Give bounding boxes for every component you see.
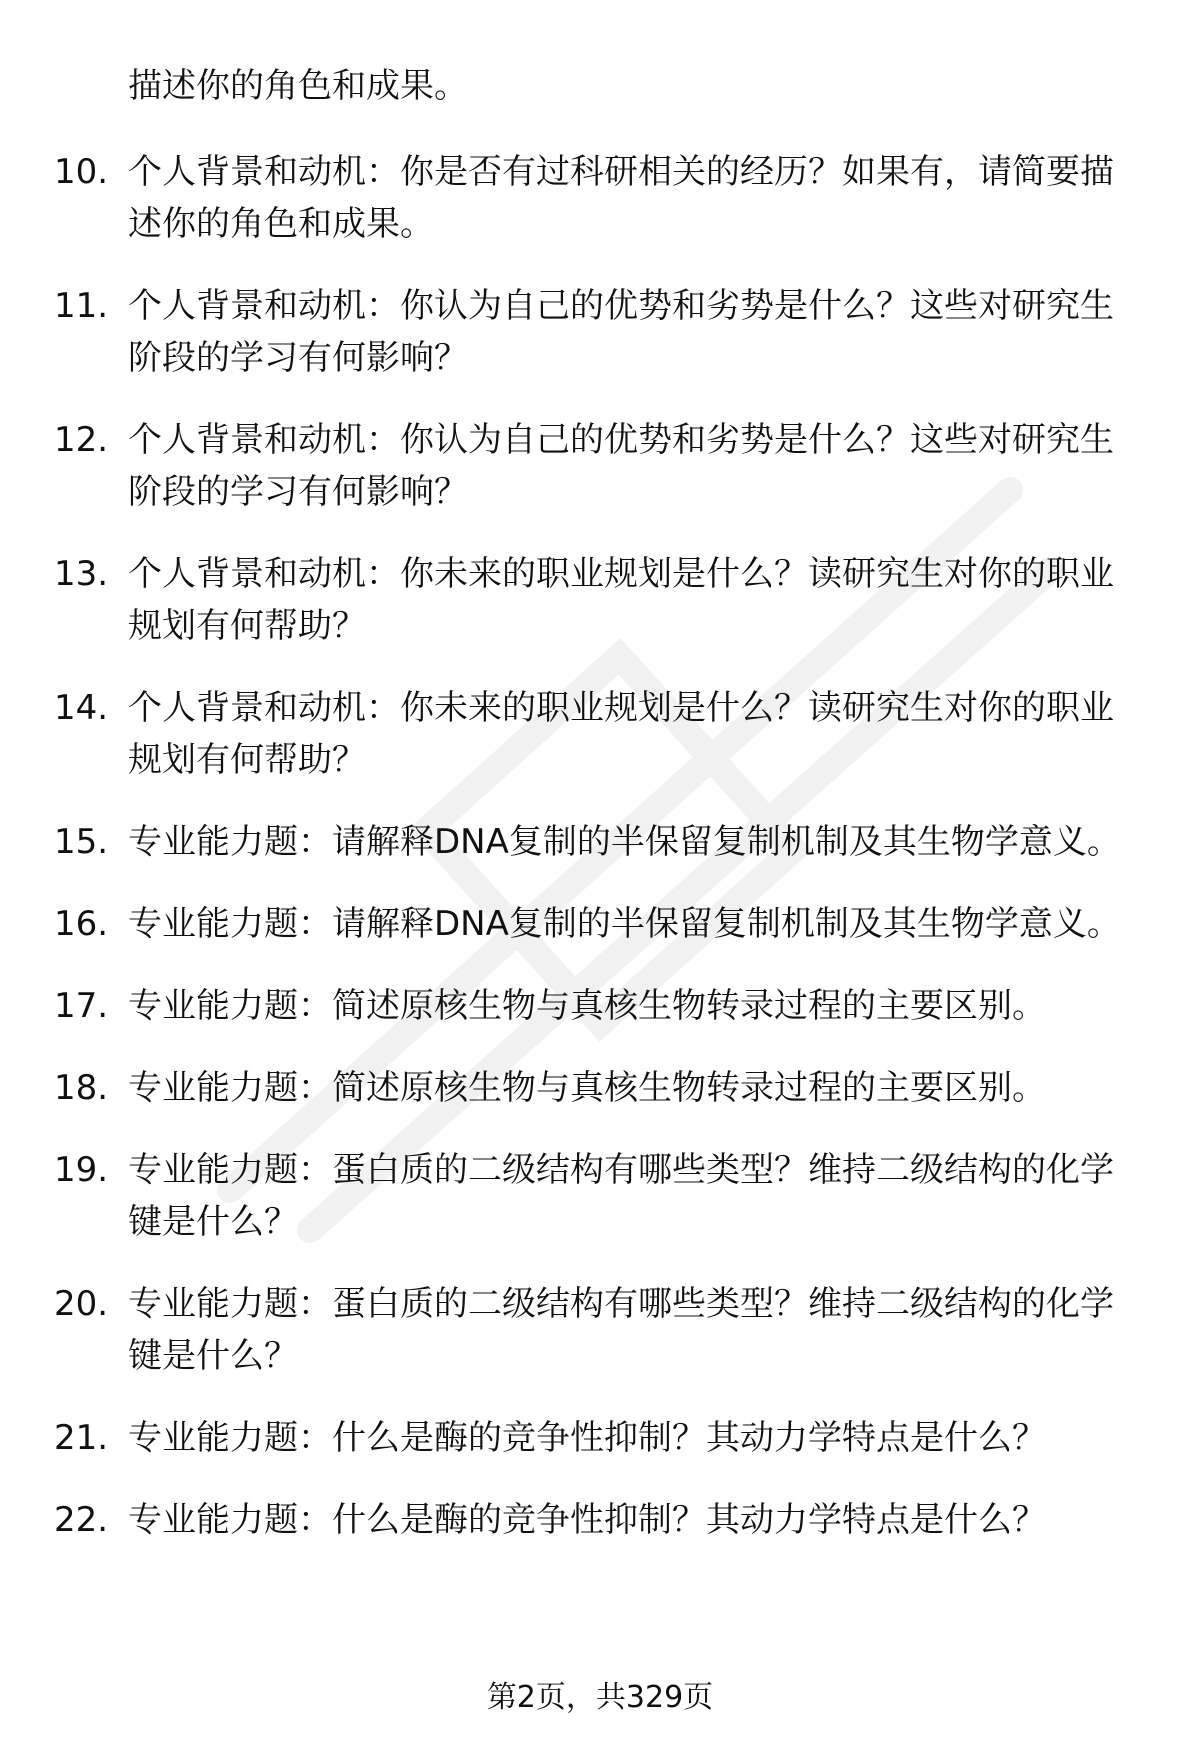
question-text: 个人背景和动机：你认为自己的优势和劣势是什么？这些对研究生阶段的学习有何影响？ [128, 420, 1114, 512]
question-list [0, 146, 1200, 1576]
question-text: 专业能力题：简述原核生物与真核生物转录过程的主要区别。 [128, 986, 1046, 1026]
question-text: 个人背景和动机：你是否有过科研相关的经历？如果有，请简要描述你的角色和成果。 [128, 152, 1114, 244]
question-item [0, 898, 1200, 950]
question-number: 21. [54, 1418, 109, 1458]
question-number: 19. [54, 1150, 109, 1190]
question-number: 15. [54, 822, 109, 862]
question-text: 专业能力题：请解释DNA复制的半保留复制机制及其生物学意义。 [128, 822, 1121, 862]
question-item [0, 548, 1200, 652]
question-number: 14. [54, 688, 109, 728]
question-item [0, 1494, 1200, 1546]
question-number: 16. [54, 904, 109, 944]
question-item [0, 682, 1200, 786]
question-item [0, 1144, 1200, 1248]
question-number: 18. [54, 1068, 109, 1108]
question-number: 13. [54, 554, 109, 594]
question-item [0, 280, 1200, 384]
question-number: 22. [54, 1500, 109, 1540]
question-text: 专业能力题：蛋白质的二级结构有哪些类型？维持二级结构的化学键是什么？ [128, 1284, 1114, 1376]
question-item [0, 414, 1200, 518]
question-text: 专业能力题：简述原核生物与真核生物转录过程的主要区别。 [128, 1068, 1046, 1108]
question-item [0, 1278, 1200, 1382]
question-item [0, 146, 1200, 250]
question-item [0, 816, 1200, 868]
question-text: 专业能力题：蛋白质的二级结构有哪些类型？维持二级结构的化学键是什么？ [128, 1150, 1114, 1242]
question-text: 专业能力题：什么是酶的竞争性抑制？其动力学特点是什么？ [128, 1500, 1046, 1540]
question-number: 10. [54, 152, 109, 192]
question-item [0, 1412, 1200, 1464]
question-number: 11. [54, 286, 109, 326]
page-footer: 第2页，共329页 [486, 1680, 714, 1715]
question-number: 12. [54, 420, 109, 460]
question-text: 个人背景和动机：你认为自己的优势和劣势是什么？这些对研究生阶段的学习有何影响？ [128, 286, 1114, 378]
question-item [0, 980, 1200, 1032]
question-text: 个人背景和动机：你未来的职业规划是什么？读研究生对你的职业规划有何帮助？ [128, 688, 1114, 780]
question-number: 20. [54, 1284, 109, 1324]
question-text: 个人背景和动机：你未来的职业规划是什么？读研究生对你的职业规划有何帮助？ [128, 554, 1114, 646]
continuation-text: 描述你的角色和成果。 [128, 66, 468, 106]
question-item [0, 1062, 1200, 1114]
question-text: 专业能力题：什么是酶的竞争性抑制？其动力学特点是什么？ [128, 1418, 1046, 1458]
question-number: 17. [54, 986, 109, 1026]
question-text: 专业能力题：请解释DNA复制的半保留复制机制及其生物学意义。 [128, 904, 1121, 944]
